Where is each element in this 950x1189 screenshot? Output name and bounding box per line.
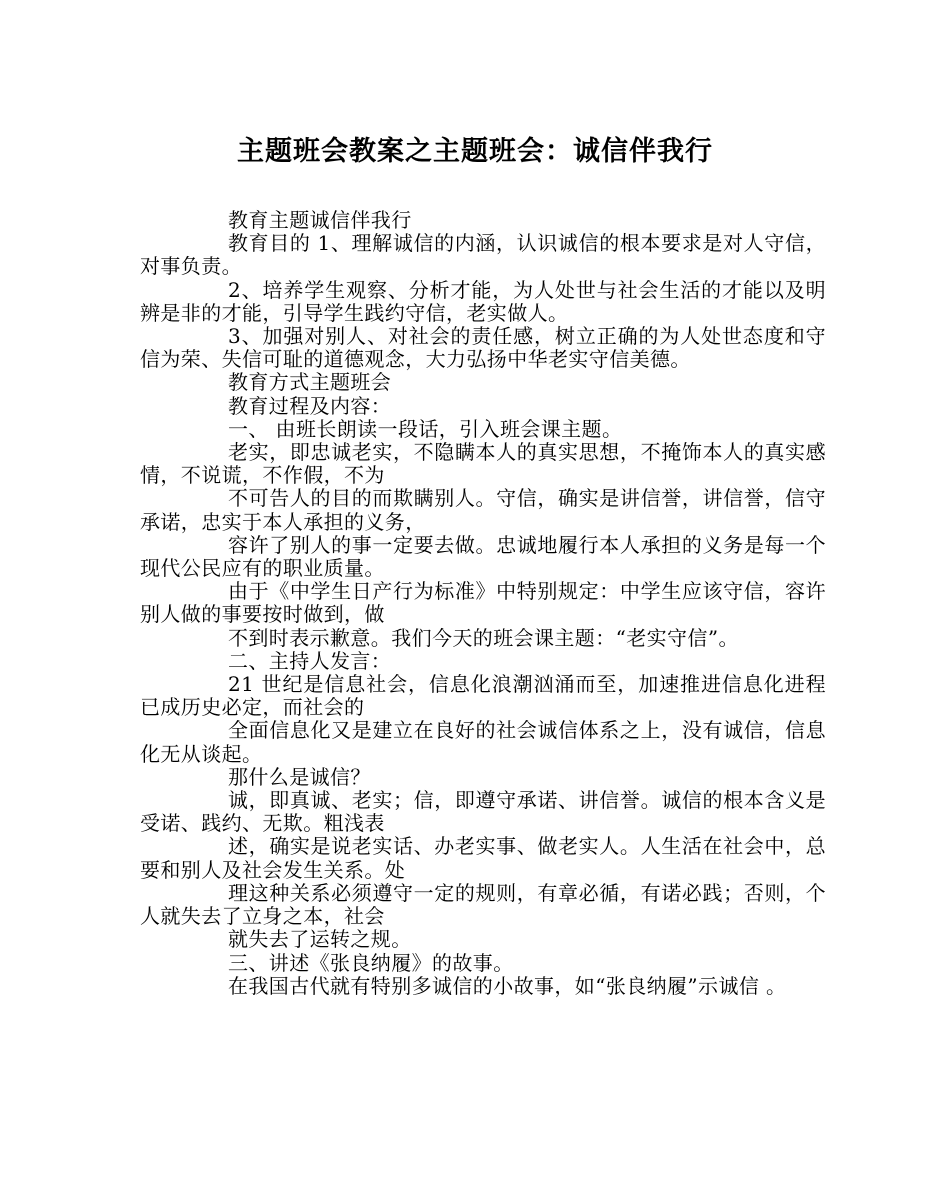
paragraph-education-method: 教育方式主题班会	[228, 370, 392, 395]
paragraph-section-one-heading: 一、 由班长朗读一段话，引入班会课主题。	[228, 416, 623, 441]
paragraph-rules: 理这种关系必须遵守一定的规则，有章必循，有诺必践；否则，个人就失去了立身之本，社会	[140, 880, 826, 929]
paragraph-class-theme: 不到时表示歉意。我们今天的班会课主题：“老实守信”。	[228, 625, 739, 650]
paragraph-integrity-meaning: 诚，即真诚、老实；信，即遵守承诺、讲信誉。诚信的根本含义是受诺、践约、无欺。粗浅表	[140, 788, 826, 836]
paragraph-integrity-explanation: 述，确实是说老实话、办老实事、做老实人。人生活在社会中，总要和别人及社会发生关系。处	[140, 834, 826, 882]
paragraph-what-is-integrity: 那什么是诚信？	[228, 764, 371, 789]
paragraph-honesty-definition: 老实，即忠诚老实，不隐瞒本人的真实思想，不掩饰本人的真实感情，不说谎，不作假，不为	[140, 440, 826, 488]
paragraph-zhang-liang-story: 在我国古代就有特别多诚信的小故事，如“张良纳履”示诚信 。	[228, 973, 787, 998]
document-body	[140, 209, 826, 998]
paragraph-fulfill-obligations: 容许了别人的事一定要去做。忠诚地履行本人承担的义务是每一个现代公民应有的职业质量。	[140, 532, 826, 581]
paragraph-education-goal-3: 3、加强对别人、对社会的责任感，树立正确的为人处世态度和守信为荣、失信可耻的道德观念，大力弘扬中华老实守信美德。	[140, 324, 826, 372]
paragraph-education-goal-1: 教育目的 1、理解诚信的内涵，认识诚信的根本要求是对人守信，对事负责。	[140, 231, 826, 279]
paragraph-education-process-heading: 教育过程及内容：	[228, 393, 392, 418]
paragraph-keeping-promises: 不可告人的目的而欺瞒别人。守信，确实是讲信誉，讲信誉，信守承诺，忠实于本人承担的义务，	[140, 486, 826, 534]
paragraph-section-two-heading: 二、主持人发言：	[228, 648, 392, 673]
paragraph-credit-system: 全面信息化又是建立在良好的社会诚信体系之上，没有诚信，信息化无从谈起。	[140, 718, 826, 766]
paragraph-education-theme: 教育主题诚信伴我行	[228, 208, 412, 232]
paragraph-society-rules: 就失去了运转之规。	[228, 927, 412, 952]
paragraph-student-code: 由于《中学生日产行为标准》中特别规定：中学生应该守信，容许别人做的事要按时做到，做	[140, 579, 826, 627]
paragraph-education-goal-2: 2、培养学生观察、分析才能，为人处世与社会生活的才能以及明辨是非的才能，引导学生践约守信，老实做人。	[140, 277, 826, 325]
paragraph-information-society: 21 世纪是信息社会，信息化浪潮汹涌而至，加速推进信息化进程已成历史必定，而社会的	[140, 672, 826, 720]
paragraph-section-three-heading: 三、讲述《张良纳履》的故事。	[228, 950, 514, 975]
document-title: 主题班会教案之主题班会：诚信伴我行	[237, 136, 713, 167]
